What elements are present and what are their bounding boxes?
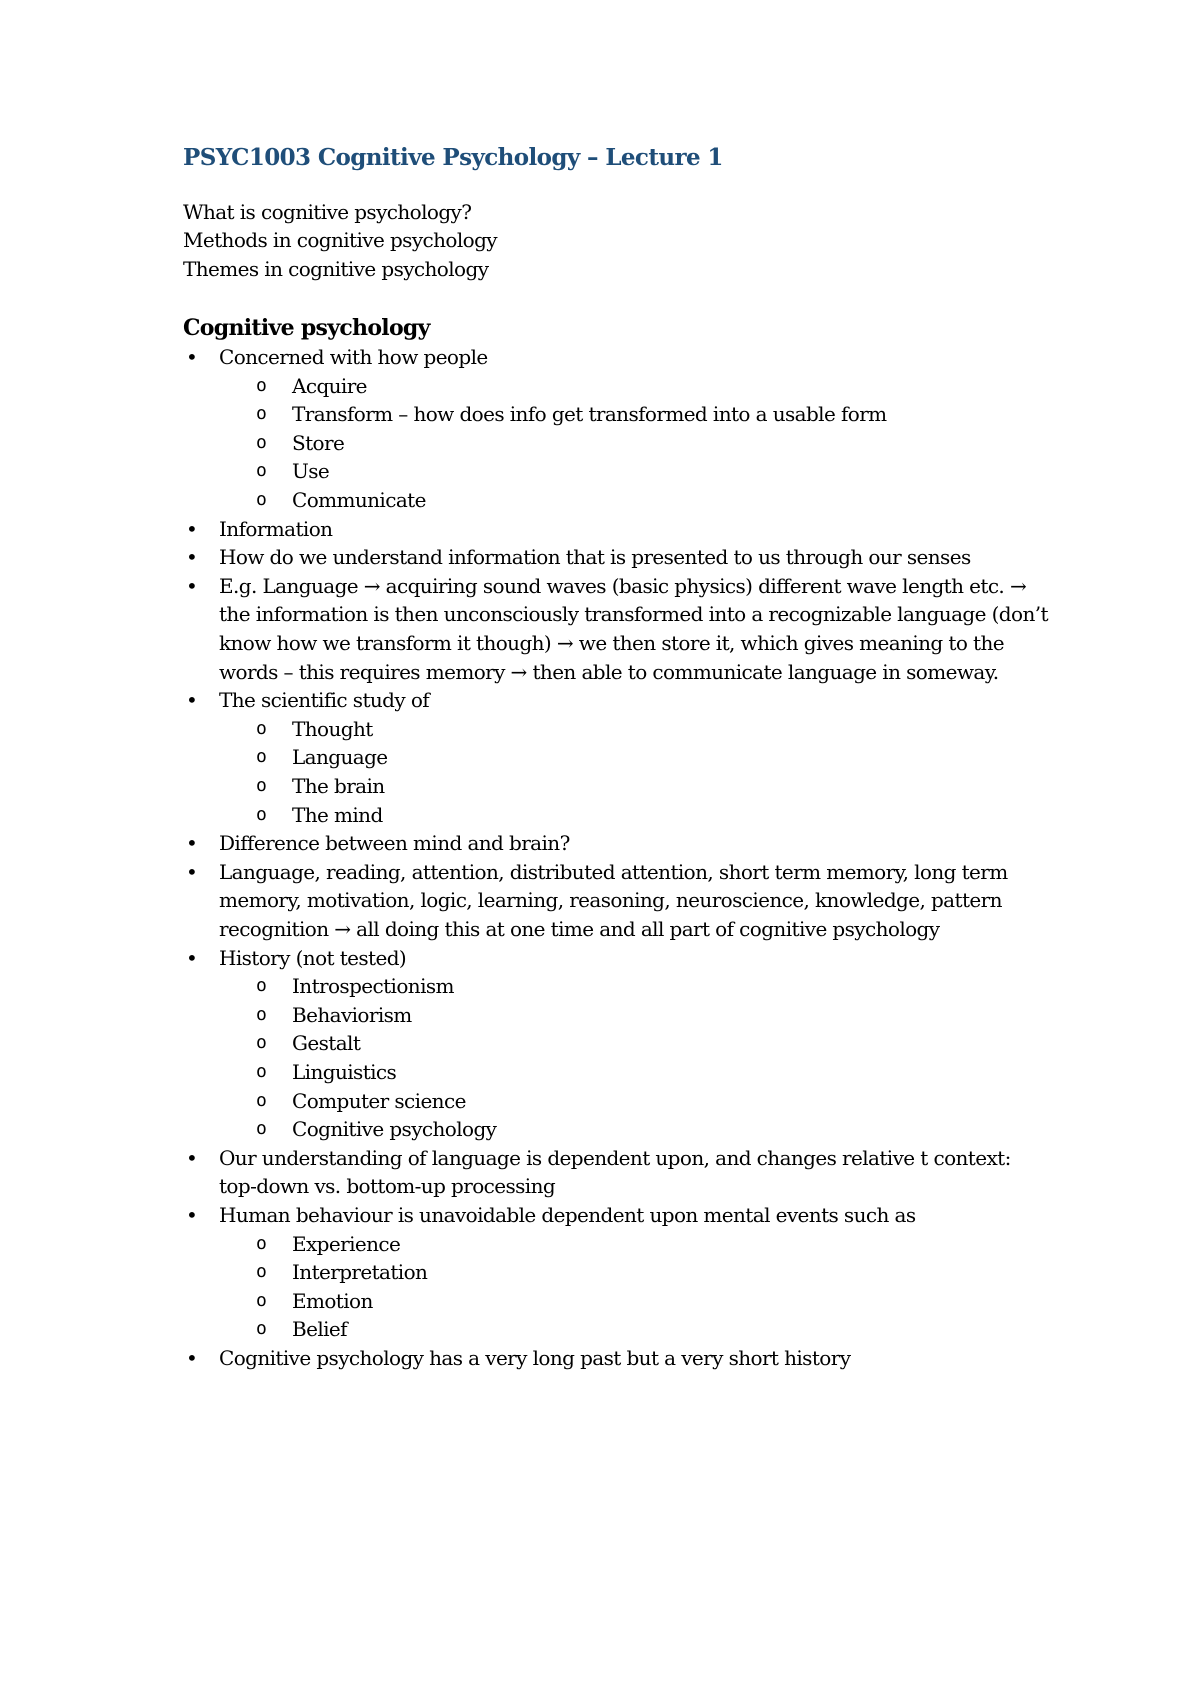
list-item <box>183 858 1053 944</box>
sub-list-item-text: Communicate <box>292 488 426 513</box>
list-item-text: How do we understand information that is presented to us through our senses <box>219 545 971 570</box>
hollow-bullet-icon: o <box>256 746 267 768</box>
sub-list-item-text: Belief <box>292 1317 347 1342</box>
page-title: PSYC1003 Cognitive Psychology – Lecture 1 <box>183 144 723 171</box>
bullet-icon: • <box>186 859 198 884</box>
bullet-icon: • <box>186 688 198 713</box>
intro-line: What is cognitive psychology? <box>183 199 472 224</box>
sub-list-item <box>219 772 1053 801</box>
sub-list-item-text: Introspectionism <box>292 974 454 999</box>
list-item <box>183 515 1053 544</box>
list-item <box>183 543 1053 572</box>
bullet-icon: • <box>186 1345 198 1370</box>
bullet-icon: • <box>186 573 198 598</box>
sub-list-item <box>219 715 1053 744</box>
hollow-bullet-icon: o <box>256 460 267 482</box>
sub-list-item-text: Thought <box>292 716 373 741</box>
hollow-bullet-icon: o <box>256 374 267 396</box>
bullet-list <box>183 343 1053 1372</box>
list-item-text: E.g. Language → acquiring sound waves (basic physics) different wave length etc. → the information is then unconsciously transformed into a recognizable language (don’t know how we transform it though) → we then store it, which gives meaning to the words – this requires memory → then able to communicate language in someway. <box>219 573 1048 684</box>
list-item <box>183 1344 1053 1373</box>
sub-list-item <box>219 400 1053 429</box>
bullet-icon: • <box>186 1202 198 1227</box>
sub-list-item-text: Linguistics <box>292 1059 397 1084</box>
hollow-bullet-icon: o <box>256 489 267 511</box>
bullet-icon: • <box>186 516 198 541</box>
hollow-bullet-icon: o <box>256 975 267 997</box>
sub-list-item-text: Emotion <box>292 1288 373 1313</box>
section-heading: Cognitive psychology <box>183 315 430 342</box>
list-item <box>183 686 1053 829</box>
hollow-bullet-icon: o <box>256 775 267 796</box>
sub-list-item-text: The mind <box>292 802 383 827</box>
list-item-text: History (not tested) <box>219 945 407 970</box>
intro-line: Themes in cognitive psychology <box>183 256 489 281</box>
hollow-bullet-icon: o <box>256 717 267 739</box>
sub-list-item <box>219 743 1053 772</box>
hollow-bullet-icon: o <box>256 1032 267 1054</box>
hollow-bullet-icon: o <box>256 1089 267 1111</box>
sub-list <box>219 1230 1053 1344</box>
list-item <box>183 343 1053 515</box>
list-item-text: The scientific study of <box>219 688 430 713</box>
list-item-text: Information <box>219 516 333 541</box>
list-item-text: Human behaviour is unavoidable dependent upon mental events such as <box>219 1202 916 1227</box>
intro-line: Methods in cognitive psychology <box>183 228 498 253</box>
sub-list-item-text: The brain <box>292 774 385 798</box>
sub-list <box>219 972 1053 1144</box>
sub-list-item <box>219 972 1053 1001</box>
sub-list-item-text: Cognitive psychology <box>292 1117 497 1142</box>
intro-list <box>183 198 1053 284</box>
sub-list-item-text: Language <box>292 745 388 770</box>
list-item-text: Difference between mind and brain? <box>219 831 570 856</box>
bullet-icon: • <box>186 545 198 570</box>
sub-list-item <box>219 1029 1053 1058</box>
sub-list-item-text: Store <box>292 430 345 455</box>
bullet-icon: • <box>186 345 198 370</box>
document-content <box>183 144 1053 1372</box>
sub-list-item-text: Acquire <box>292 373 367 398</box>
hollow-bullet-icon: o <box>256 1318 267 1340</box>
sub-list-item-text: Computer science <box>292 1088 466 1113</box>
sub-list-item <box>219 801 1053 830</box>
sub-list-item <box>219 1001 1053 1030</box>
bullet-icon: • <box>186 1145 198 1170</box>
sub-list-item <box>219 1087 1053 1116</box>
list-item <box>183 1144 1053 1201</box>
hollow-bullet-icon: o <box>256 1118 267 1140</box>
sub-list-item-text: Interpretation <box>292 1260 428 1285</box>
sub-list-item <box>219 1115 1053 1144</box>
sub-list-item <box>219 372 1053 401</box>
list-item-text: Cognitive psychology has a very long past but a very short history <box>219 1345 851 1370</box>
bullet-icon: • <box>186 831 198 856</box>
sub-list-item <box>219 1315 1053 1344</box>
hollow-bullet-icon: o <box>256 1289 267 1311</box>
hollow-bullet-icon: o <box>256 803 267 825</box>
sub-list <box>219 372 1053 515</box>
sub-list-item-text: Transform – how does info get transformed into a usable form <box>292 402 887 427</box>
list-item <box>183 572 1053 686</box>
hollow-bullet-icon: o <box>256 1232 267 1254</box>
sub-list-item-text: Gestalt <box>292 1031 361 1056</box>
list-item-text: Our understanding of language is dependent upon, and changes relative t context: top-down vs. bottom-up processing <box>219 1145 1011 1199</box>
hollow-bullet-icon: o <box>256 1060 267 1082</box>
sub-list <box>219 715 1053 829</box>
list-item <box>183 829 1053 858</box>
list-item <box>183 944 1053 1144</box>
sub-list-item <box>219 1230 1053 1259</box>
sub-list-item <box>219 1258 1053 1287</box>
sub-list-item-text: Use <box>292 459 330 484</box>
sub-list-item <box>219 1058 1053 1087</box>
sub-list-item <box>219 429 1053 458</box>
hollow-bullet-icon: o <box>256 1261 267 1283</box>
list-item-text: Concerned with how people <box>219 345 488 370</box>
sub-list-item <box>219 457 1053 486</box>
list-item <box>183 1201 1053 1344</box>
list-item-text: Language, reading, attention, distributed attention, short term memory, long term memory, motivation, logic, learning, reasoning, neuroscience, knowledge, pattern recognition → all doing this at one time and all part of cognitive psychology <box>219 859 1008 941</box>
hollow-bullet-icon: o <box>256 403 267 425</box>
sub-list-item <box>219 486 1053 515</box>
hollow-bullet-icon: o <box>256 1003 267 1025</box>
hollow-bullet-icon: o <box>256 431 267 453</box>
sub-list-item <box>219 1287 1053 1316</box>
sub-list-item-text: Behaviorism <box>292 1002 412 1027</box>
bullet-icon: • <box>186 945 198 970</box>
sub-list-item-text: Experience <box>292 1231 401 1256</box>
